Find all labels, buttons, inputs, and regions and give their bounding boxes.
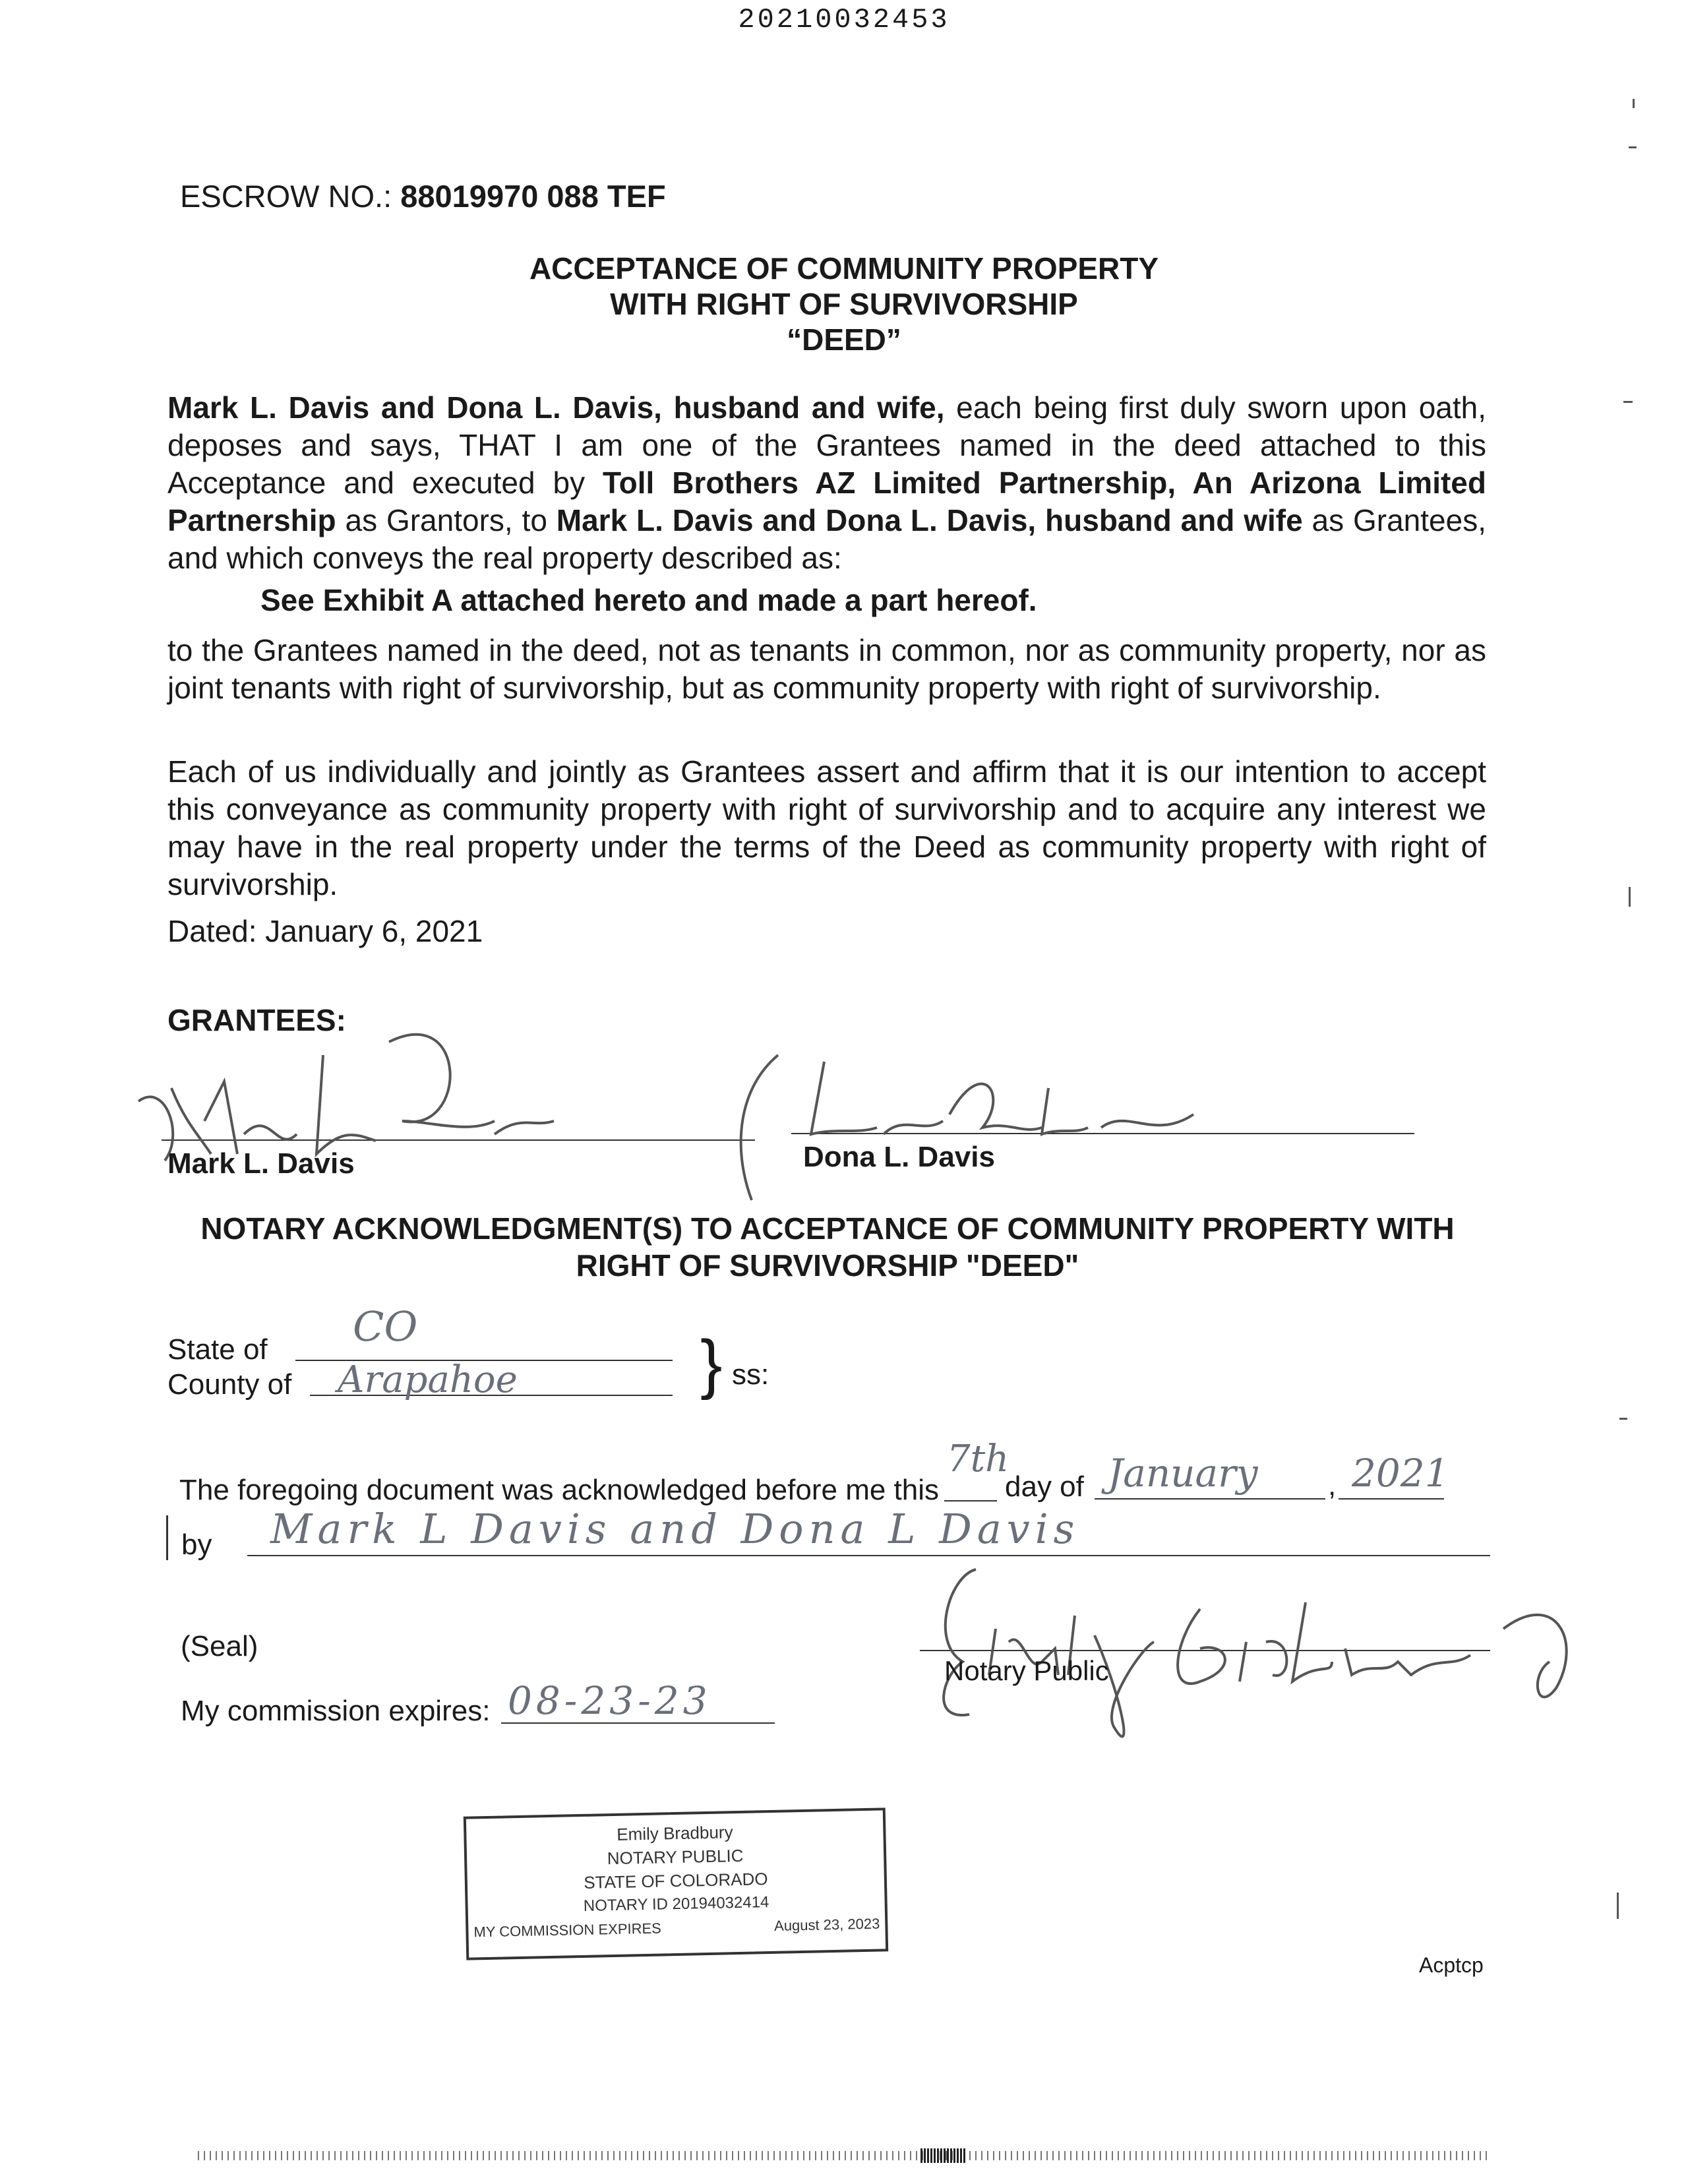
notary-public-label: Notary Public <box>944 1655 1109 1686</box>
ack-by-label: by <box>181 1529 212 1561</box>
paragraph-tenancy: to the Grantees named in the deed, not as tenants in common, nor as community property, nor as joint tenants with right of survivorship, but as community property with right of survivorship. <box>167 633 1486 705</box>
title-line-3: “DEED” <box>787 322 901 357</box>
ack-year-value: 2021 <box>1352 1451 1449 1496</box>
ack-text-b: day of <box>1005 1471 1084 1503</box>
signature-dona-davis <box>732 1042 1259 1213</box>
title-line-2: WITH RIGHT OF SURVIVORSHIP <box>610 287 1078 321</box>
stamp-state: STATE OF COLORADO <box>583 1869 768 1893</box>
stamp-title: NOTARY PUBLIC <box>607 1845 744 1869</box>
notary-title-line-1: NOTARY ACKNOWLEDGMENT(S) TO ACCEPTANCE OF COMMUNITY PROPERTY WITH <box>200 1211 1455 1246</box>
ack-month-line <box>1095 1498 1325 1500</box>
dated-line: Dated: January 6, 2021 <box>167 914 483 948</box>
para1-text-c: as Grantees, and which conveys the real property described as: <box>167 503 1486 575</box>
scan-mark-6 <box>1617 1893 1619 1919</box>
seal-label: (Seal) <box>181 1630 258 1662</box>
scan-bottom-strip <box>198 2151 1490 2160</box>
signer-2-name: Dona L. Davis <box>803 1141 995 1173</box>
grantees-names-2: Mark L. Davis and Dona L. Davis, husband and wife <box>556 503 1303 537</box>
venue-ss: ss: <box>732 1358 769 1391</box>
paragraph-intention: Each of us individually and jointly as Grantees assert and affirm that it is our intention to accept this conveyance as community property with right of survivorship and to acquire any interest we may have in the real property under the terms of the Deed as community property with right of survivorship. <box>167 754 1486 901</box>
ack-comma: , <box>1328 1469 1337 1502</box>
commission-value: 08-23-23 <box>508 1678 711 1723</box>
margin-mark <box>166 1515 168 1560</box>
ack-day-line <box>944 1500 997 1502</box>
venue-brace: } <box>700 1327 723 1401</box>
ack-month-value: January <box>1108 1451 1258 1496</box>
notary-acknowledgment-title <box>0 1210 1655 1284</box>
ack-by-line <box>247 1555 1490 1556</box>
notary-title-line-2: RIGHT OF SURVIVORSHIP "DEED" <box>576 1248 1079 1283</box>
ack-by-value: Mark L Davis and Dona L Davis <box>270 1505 1080 1553</box>
state-value: CO <box>353 1302 418 1350</box>
ack-text-a: The foregoing document was acknowledged before me this <box>179 1474 940 1506</box>
paragraph-grantees <box>167 389 1486 577</box>
exhibit-reference: See Exhibit A attached hereto and made a part hereof. <box>260 583 1037 617</box>
para1-text-a: each being first duly sworn upon oath, deposes and says, THAT I am one of the Grantees named in the deed attached to this Acceptance and executed by <box>167 390 1486 500</box>
scan-mark-1 <box>1633 99 1635 108</box>
escrow-number: 88019970 088 TEF <box>400 179 666 214</box>
county-value: Arapahoe <box>338 1358 518 1401</box>
grantees-names: Mark L. Davis and Dona L. Davis, husband and wife, <box>167 390 945 425</box>
document-title <box>0 251 1688 357</box>
signer-1-name: Mark L. Davis <box>167 1147 355 1180</box>
stamp-name: Emily Bradbury <box>616 1822 733 1844</box>
scan-mark-4 <box>1629 887 1631 907</box>
scan-mark-5 <box>1619 1418 1627 1420</box>
notary-stamp <box>464 1807 888 1960</box>
county-label: County of <box>167 1368 292 1401</box>
grantees-label: GRANTEES: <box>167 1003 346 1037</box>
stamp-expires-label: MY COMMISSION EXPIRES <box>473 1920 662 1941</box>
stamp-expires-date: August 23, 2023 <box>773 1915 880 1934</box>
stamp-notary-id: NOTARY ID 20194032414 <box>583 1893 769 1915</box>
form-code: Acptcp <box>1419 1953 1484 1977</box>
commission-label: My commission expires: <box>181 1695 491 1727</box>
scan-mark-3 <box>1623 401 1633 403</box>
scan-mark-2 <box>1629 146 1637 148</box>
escrow-line <box>180 178 666 214</box>
escrow-label: ESCROW NO.: <box>180 179 392 214</box>
scan-bottom-block <box>920 2148 967 2163</box>
ack-day-value: 7th <box>947 1438 1010 1480</box>
grantor-name: Toll Brothers AZ Limited Partnership, An Arizona Limited Partnership <box>167 466 1486 537</box>
para1-text-b: as Grantors, to <box>336 503 557 537</box>
state-label: State of <box>167 1333 268 1366</box>
title-line-1: ACCEPTANCE OF COMMUNITY PROPERTY <box>529 251 1159 286</box>
recording-number: 20210032453 <box>738 4 950 36</box>
ack-year-line <box>1339 1498 1444 1500</box>
